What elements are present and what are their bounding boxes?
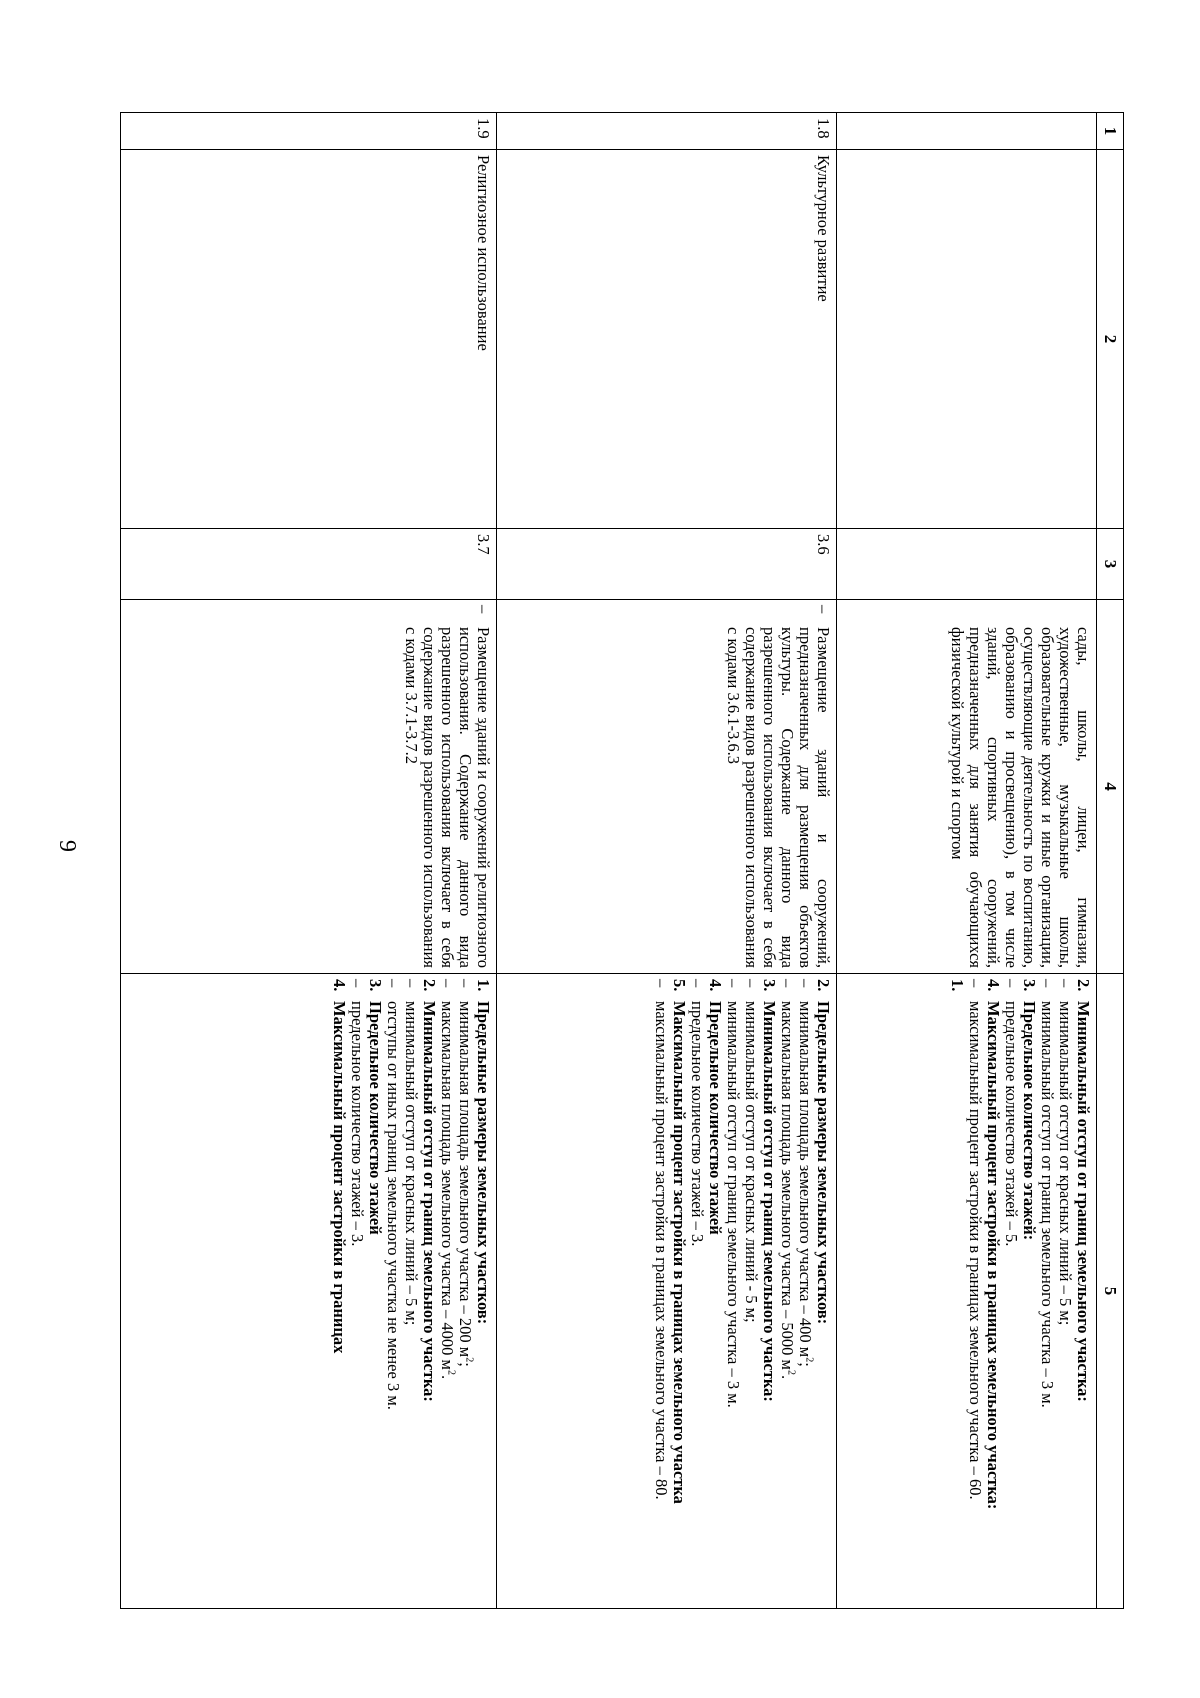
row-number: 1.9 (121, 113, 497, 150)
header-col-2: 2 (1097, 150, 1124, 529)
use-type-name: Религиозное использование (121, 150, 497, 529)
table-row (497, 113, 837, 1609)
use-type-name (837, 150, 1097, 529)
use-code: 3.7 (121, 529, 497, 600)
header-col-4: 4 (1097, 600, 1124, 974)
header-col-5: 5 (1097, 974, 1124, 1609)
page-number: 9 (54, 840, 80, 852)
use-description: – Размещение зданий и сооружений, предназначенных для размещения объектов культуры. Содержание данного вида разрешенного использования включает в себя содержание видов разрешенного использования с кодами 3.6.1-3.6.3 (497, 600, 837, 974)
use-code (837, 529, 1097, 600)
use-parameters: 2. Минимальный отступ от границ земельного участка: – минимальный отступ от красных линий – 5 м; – минимальный отступ от границ земельного участка – 3 м. 3. Предельное количество этажей: – предельное количество этажей – 5. 4. Максимальный процент застройки в границах земельного участка: – максимальный процент застройки в границах земельного участка – 60. 1. (837, 974, 1097, 1609)
use-code: 3.6 (497, 529, 837, 600)
regulations-table (120, 112, 1124, 1609)
table-row (837, 113, 1097, 1609)
use-description: – Размещение зданий и сооружений религиозного использования. Содержание данного вида разрешенного использования включает в себя содержание видов разрешенного использования с кодами 3.7.1-3.7.2 (121, 600, 497, 974)
use-description: сады, школы, лицеи, гимназии, художественные, музыкальные школы, образовательные кружки и иные организации, осуществляющие деятельность по воспитанию, образованию и просвещению), в том числе зданий, спортивных сооружений, предназначенных для занятия обучающихся физической культурой и спортом (837, 600, 1097, 974)
header-col-1: 1 (1097, 113, 1124, 150)
use-parameters: 1. Предельные размеры земельных участков: – минимальная площадь земельного участка – 200 $м^2$; – максимальная площадь земельного участка – 4000 $м^2$. 2. Минимальный отступ от границ земельного участка: – минимальный отступ от красных линий – 5 м; – отступы от иных границ земельного участка не менее 3 м. 3. Предельное количество этажей – предельное количество этажей – 3. 4. Максимальный процент застройки в границах (121, 974, 497, 1609)
header-col-3: 3 (1097, 529, 1124, 600)
row-number (837, 113, 1097, 150)
row-number: 1.8 (497, 113, 837, 150)
table-row (121, 113, 497, 1609)
regulations-table-container (120, 112, 1124, 1609)
header-row (1097, 113, 1124, 1609)
use-parameters: 2. Предельные размеры земельных участков: – минимальная площадь земельного участка – 400 $м^2$; – максимальная площадь земельного участка – 5000 $м^2$. 3. Минимальный отступ от границ земельного участка: – минимальный отступ от красных линий - 5 м; – минимальный отступ от границ земельного участка – 3 м. 4. Предельное количество этажей – предельное количество этажей – 3. 5. Максимальный процент застройки в границах земельного участка – максимальный процент застройки в границах земельного участка – 80. (497, 974, 837, 1609)
use-type-name: Культурное развитие (497, 150, 837, 529)
